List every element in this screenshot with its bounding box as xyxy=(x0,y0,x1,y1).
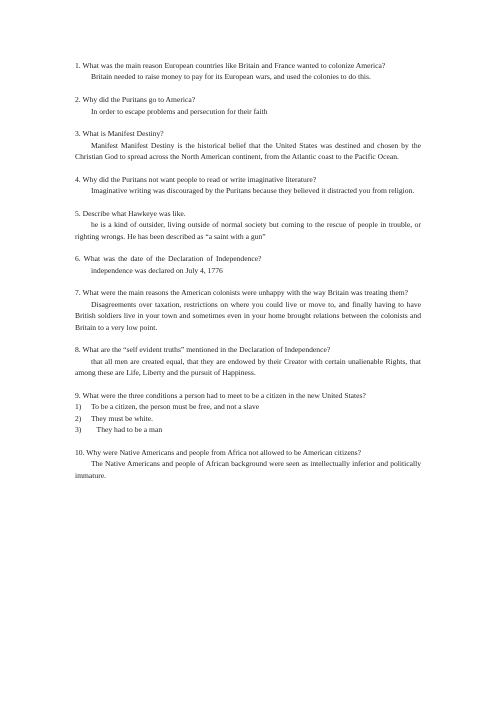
question: 4. Why did the Puritans not want people to read or write imaginative literature? xyxy=(75,174,317,184)
qa-item-9 xyxy=(75,390,421,436)
condition-number: 3) xyxy=(75,425,82,435)
condition-item xyxy=(75,401,421,412)
condition-number: 2) xyxy=(75,413,82,423)
qa-item-2 xyxy=(75,94,421,117)
answer: he is a kind of outsider, living outside of normal society but coming to the rescue of people in trouble, or righting wrongs. He has been described as “a saint with a gun” xyxy=(75,220,421,241)
question: 9. What were the three conditions a person had to meet to be a citizen in the new United States? xyxy=(75,390,366,400)
qa-item-5 xyxy=(75,208,421,242)
qa-item-3 xyxy=(75,128,421,162)
condition-item xyxy=(75,413,421,424)
question: 6. What was the date of the Declaration of Independence? xyxy=(75,254,262,264)
question: 1. What was the main reason European countries like Britain and France wanted to colonize America? xyxy=(75,61,386,70)
qa-item-6 xyxy=(75,253,421,276)
qa-item-8 xyxy=(75,344,421,378)
answer: Britain needed to raise money to pay for its European wars, and used the colonies to do this. xyxy=(91,72,371,82)
question: 7. What were the main reasons the American colonists were unhappy with the way Britain was treating them? xyxy=(75,288,409,298)
condition-text: To be a citizen, the person must be free, and not a slave xyxy=(91,402,260,412)
condition-text: They had to be a man xyxy=(91,425,163,435)
qa-item-4 xyxy=(75,174,421,197)
answer: The Native Americans and people of African background were seen as intellectually inferior and politically immature. xyxy=(75,459,421,480)
document-page xyxy=(75,60,421,492)
answer: Imaginative writing was discouraged by the Puritans because they believed it distracted you from religion. xyxy=(91,186,415,196)
answer: In order to escape problems and persecution for their faith xyxy=(91,106,268,116)
question: 10. Why were Native Americans and people from Africa not allowed to be American citizens? xyxy=(75,447,361,457)
condition-text: They must be white. xyxy=(91,413,154,423)
question: 3. What is Manifest Destiny? xyxy=(75,129,164,139)
answer: that all men are created equal, that they are endowed by their Creator with certain unalienable Rights, that among these are Life, Liberty and the pursuit of Happiness. xyxy=(75,356,421,378)
qa-item-7 xyxy=(75,287,421,333)
condition-item xyxy=(75,424,421,435)
answer: independence was declared on July 4, 1776 xyxy=(91,265,223,275)
question: 2. Why did the Puritans go to America? xyxy=(75,95,196,105)
answer: Manifest Manifest Destiny is the historical belief that the United States was destined and chosen by the Christian God to spread across the North American continent, from the Atlantic coast to the Pacific Ocean. xyxy=(75,140,421,162)
answer: Disagreements over taxation, restrictions on where you could live or move to, and finally having to have British soldiers live in your town and sometimes even in your home brought relations between the colonists and Britain to a very low point. xyxy=(75,299,421,332)
question: 8. What are the “self evident truths” mentioned in the Declaration of Independence? xyxy=(75,345,331,355)
condition-number: 1) xyxy=(75,402,82,412)
question: 5. Describe what Hawkeye was like. xyxy=(75,208,186,218)
qa-item-1 xyxy=(75,60,421,83)
qa-item-10 xyxy=(75,447,421,481)
